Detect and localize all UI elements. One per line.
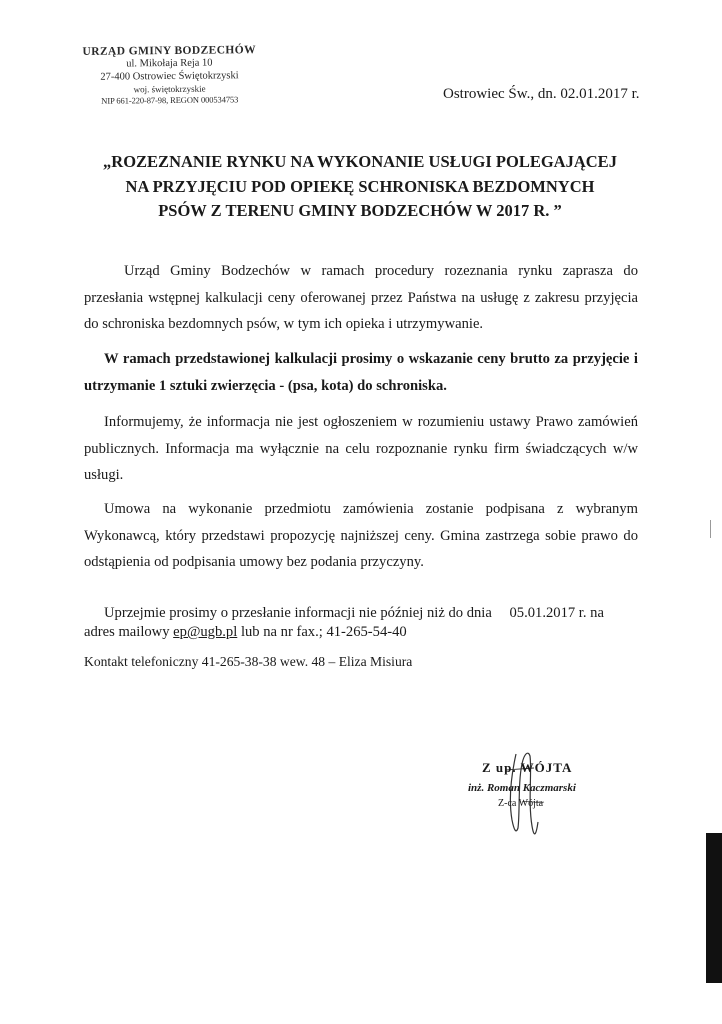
- paragraph-invitation: [84, 258, 638, 338]
- office-stamp: [82, 43, 258, 106]
- scan-mark: [710, 520, 711, 538]
- signatory-role: Z-ca Wójta: [498, 798, 544, 809]
- stamp-office-name: URZĄD GMINY BODZECHÓW: [82, 44, 257, 58]
- title-line-1: „ROZEZNANIE RYNKU NA WYKONANIE USŁUGI POLEGAJĄCEJ: [103, 152, 617, 171]
- scan-edge-shadow: [706, 833, 722, 983]
- fax-number: lub na nr fax.; 41-265-54-40: [240, 624, 407, 640]
- paragraph-price-request-text: W ramach przedstawionej kalkulacji prosimy o wskazanie ceny brutto za przyjęcie i utrzymanie 1 sztuki zwierzęcia - (psa, kota) do schroniska.: [84, 351, 638, 394]
- stamp-street: ul. Mikołaja Reja 10: [126, 57, 213, 70]
- deadline-text: Uprzejmie prosimy o przesłanie informacji nie później niż do dnia: [104, 605, 492, 621]
- signature-authority: Z up. WÓJTA: [482, 760, 573, 775]
- deadline-date: 05.01.2017 r.: [509, 605, 587, 621]
- title-line-3: PSÓW Z TERENU GMINY BODZECHÓW W 2017 R. ”: [158, 201, 562, 220]
- title-line-2: NA PRZYJĘCIU POD OPIEKĘ SCHRONISKA BEZDOMNYCH: [125, 176, 595, 196]
- signature-block: [438, 742, 658, 842]
- signatory-name: inż. Roman Kaczmarski: [468, 782, 576, 794]
- paragraph-information-text: Informujemy, że informacja nie jest ogłoszeniem w rozumieniu ustawy Prawo zamówień publicznych. Informacja ma wyłącznie na celu rozpoznanie rynku firm świadczących w/w usługi.: [84, 414, 638, 483]
- paragraph-invitation-text: Urząd Gminy Bodzechów w ramach procedury rozeznania rynku zaprasza do przesłania wstępnej kalkulacji ceny oferowanej przez Państwa na usługę z zakresu przyjęcia do schroniska bezdomnych psów, w tym ich opieka i utrzymywanie.: [84, 263, 638, 332]
- paragraph-contract-text: Umowa na wykonanie przedmiotu zamówienia zostanie podpisana z wybranym Wykonawcą, który przedstawi propozycję najniższej ceny. Gmina zastrzega sobie prawo do odstąpienia od podpisania umowy bez podania przyczyny.: [84, 501, 638, 570]
- stamp-voivodeship: woj. świętokrzyskie: [133, 83, 206, 94]
- email-link[interactable]: ep@ugb.pl: [173, 624, 238, 640]
- stamp-nip-regon: NIP 661-220-87-98, REGON 000534753: [101, 93, 239, 106]
- deadline-address-label: na adres mailowy: [84, 605, 604, 640]
- paragraph-price-request: [84, 346, 638, 399]
- paragraph-deadline: [84, 604, 638, 642]
- phone-contact: Kontakt telefoniczny 41-265-38-38 wew. 48 – Eliza Misiura: [84, 654, 413, 669]
- document-title: [70, 150, 650, 224]
- paragraph-information: [84, 409, 638, 489]
- place-date: Ostrowiec Św., dn. 02.01.2017 r.: [443, 86, 640, 102]
- paragraph-contract: [84, 496, 638, 576]
- stamp-city: 27-400 Ostrowiec Świętokrzyski: [100, 70, 239, 83]
